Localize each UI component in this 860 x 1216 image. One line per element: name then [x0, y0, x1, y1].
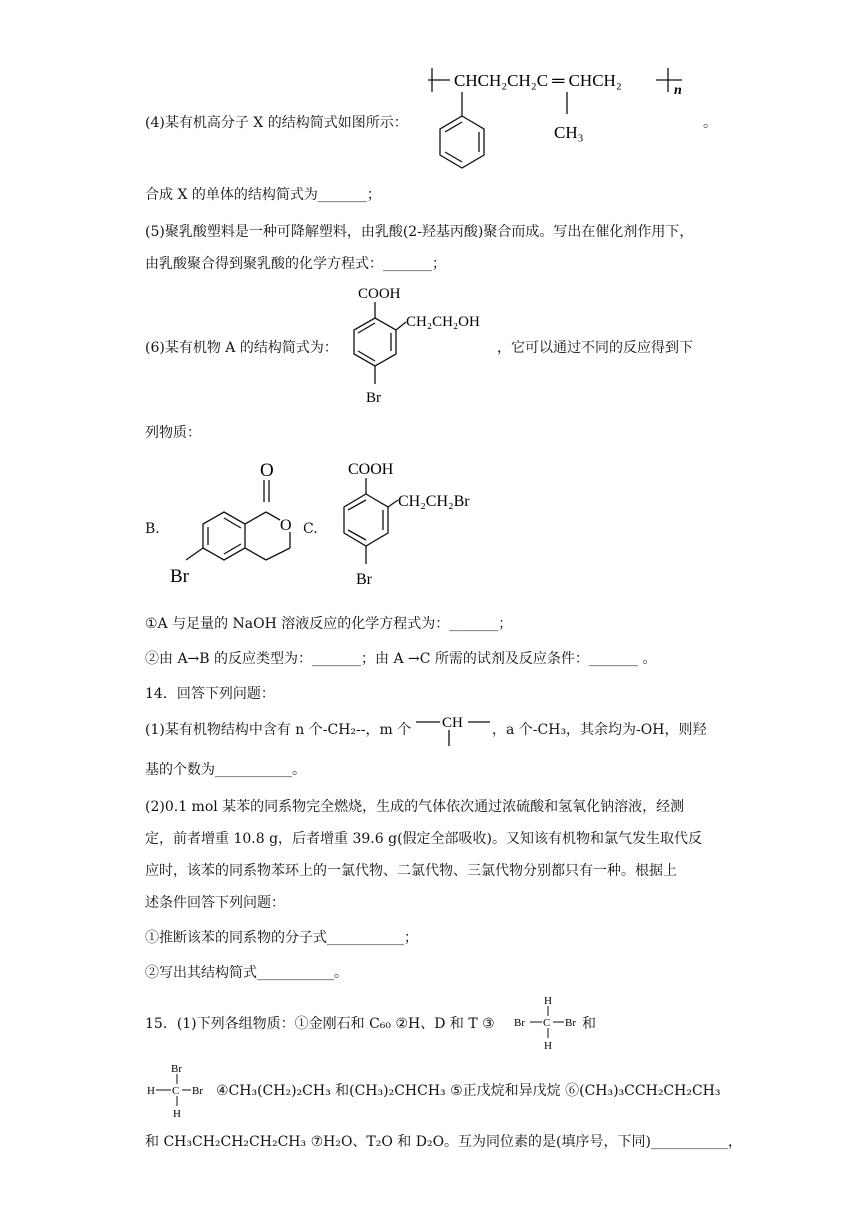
- q13-part4-monomer: 合成 X 的单体的结构简式为_______；: [145, 187, 381, 203]
- q13-part6-text: (6)某有机物 A 的结构简式为：: [145, 340, 338, 356]
- molecule-b-structure: [168, 456, 318, 592]
- q14-part2-line1: (2)0.1 mol 某苯的同系物完全燃烧，生成的气体依次通过浓硫酸和氢氧化钠溶液，经测: [145, 799, 685, 815]
- m3-br-right: Br: [565, 1017, 576, 1029]
- ch-group-structure: [414, 708, 494, 750]
- q13-part5-line2: 由乳酸聚合得到聚乳酸的化学方程式：_______；: [145, 256, 446, 272]
- label-c: C.: [303, 521, 318, 537]
- q13-part4-end: 。: [703, 115, 717, 131]
- q13-part5-line1: (5)聚乳酸塑料是一种可降解塑料，由乳酸(2-羟基丙酸)聚合而成。写出在催化剂作用下，: [145, 224, 694, 240]
- molecule-b-carbonyl-o: O: [260, 460, 274, 481]
- q14-part1-a: (1)某有机物结构中含有 n 个-CH₂--，m 个: [145, 722, 412, 738]
- molecule-a-side-chain: CH₂CH₂OH: [406, 314, 480, 330]
- q13-part6-after: ，它可以通过不同的反应得到下: [497, 340, 693, 356]
- ch-group-text: CH: [442, 715, 463, 731]
- molecule-c-br: Br: [356, 571, 372, 588]
- q15-line1-end: 和: [582, 1016, 596, 1032]
- q13-part6-line2: 列物质：: [145, 425, 201, 441]
- m4-h-left: H: [147, 1085, 155, 1097]
- m3-br-left: Br: [514, 1017, 525, 1029]
- m3-h-top: H: [544, 995, 552, 1007]
- q14-part1-line2: 基的个数为___________。: [145, 762, 306, 778]
- molecule-c-cooh: COOH: [348, 461, 394, 478]
- dibromomethane-structure-2: [145, 1060, 211, 1122]
- m3-c: C: [543, 1017, 551, 1029]
- molecule-c-side-chain: CH₂CH₂Br: [398, 493, 470, 510]
- m4-br-top: Br: [171, 1063, 182, 1075]
- q14-part2-sub1: ①推断该苯的同系物的分子式___________；: [145, 930, 418, 946]
- m4-c: C: [172, 1085, 180, 1097]
- q14-part1-b: ，a 个-CH₃，其余均为-OH，则羟: [492, 722, 707, 738]
- q15-line2: ④CH₃(CH₂)₂CH₃ 和(CH₃)₂CHCH₃ ⑤正戊烷和异戊烷 ⑥(CH₃)₃CCH₂CH₂CH₃: [216, 1083, 721, 1099]
- polymer-methyl: CH₃: [554, 123, 584, 142]
- q15-line1: 15．(1)下列各组物质：①金刚石和 C₆₀ ②H、D 和 T ③: [145, 1016, 495, 1032]
- dibromomethane-structure-1: [512, 992, 584, 1054]
- m3-h-bottom: H: [544, 1040, 552, 1052]
- m4-h-bottom: H: [173, 1108, 181, 1120]
- label-b: B.: [145, 521, 160, 537]
- q14-part2-line4: 述条件回答下列问题：: [145, 895, 285, 911]
- q13-part4-text: (4)某有机高分子 X 的结构简式如图所示：: [145, 115, 408, 131]
- q14-title: 14．回答下列问题：: [145, 686, 275, 702]
- polymer-x-structure: [420, 58, 710, 174]
- molecule-b-ring-o: O: [280, 517, 292, 534]
- polymer-chain-text: CHCH₂CH₂C ═ CHCH₂: [454, 71, 622, 90]
- molecule-b-br: Br: [170, 566, 189, 587]
- q14-part2-line2: 定，前者增重 10.8 g，后者增重 39.6 g(假定全部吸收)。又知该有机物和氯气发生取代反: [145, 831, 702, 847]
- q14-part2-sub2: ②写出其结构简式___________。: [145, 965, 348, 981]
- q14-part2-line3: 应时，该苯的同系物苯环上的一氯代物、二氯代物、三氯代物分别都只有一种。根据上: [145, 863, 677, 879]
- polymer-n: n: [674, 83, 682, 98]
- m4-br-right: Br: [192, 1085, 203, 1097]
- molecule-a-br: Br: [366, 390, 381, 406]
- molecule-a-cooh: COOH: [358, 286, 401, 302]
- molecule-a-structure: [340, 282, 500, 412]
- q15-line3: 和 CH₃CH₂CH₂CH₂CH₃ ⑦H₂O、T₂O 和 D₂O。互为同位素的是(填序号，下同)___________，: [145, 1134, 742, 1150]
- q13-sub2: ②由 A→B 的反应类型为：_______；由 A →C 所需的试剂及反应条件：_______ 。: [145, 651, 657, 667]
- molecule-c-structure: [328, 454, 498, 590]
- q13-sub1: ①A 与足量的 NaOH 溶液反应的化学方程式为：_______；: [145, 616, 513, 632]
